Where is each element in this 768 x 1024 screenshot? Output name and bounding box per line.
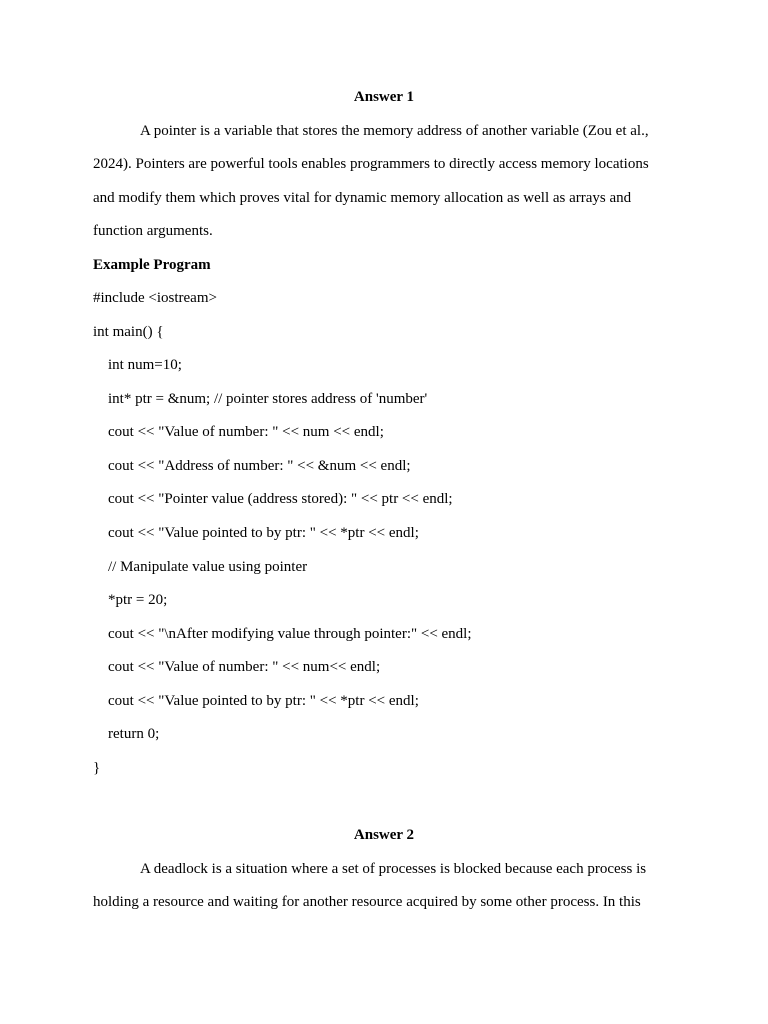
answer-2-paragraph-line: A deadlock is a situation where a set of processes is blocked because each process is bbox=[140, 861, 647, 877]
code-line: int* ptr = &num; // pointer stores address of 'number' bbox=[108, 391, 428, 407]
code-line: int num=10; bbox=[108, 357, 182, 373]
code-comment-line: // Manipulate value using pointer bbox=[108, 559, 308, 575]
answer-1-paragraph-line: 2024). Pointers are powerful tools enables programmers to directly access memory locations bbox=[93, 156, 649, 172]
code-line: cout << "Value pointed to by ptr: " << *ptr << endl; bbox=[108, 693, 419, 709]
code-line: cout << "Value of number: " << num << endl; bbox=[108, 424, 384, 440]
code-line: cout << "Value pointed to by ptr: " << *ptr << endl; bbox=[108, 525, 419, 541]
code-line: *ptr = 20; bbox=[108, 592, 168, 608]
example-program-heading: Example Program bbox=[93, 257, 211, 273]
answer-1-paragraph-line: function arguments. bbox=[93, 223, 213, 239]
answer-2-paragraph-line: holding a resource and waiting for another resource acquired by some other process. In this bbox=[93, 894, 641, 910]
code-line: int main() { bbox=[93, 324, 164, 340]
code-line: cout << "\nAfter modifying value through pointer:" << endl; bbox=[108, 626, 472, 642]
answer-1-paragraph-line: and modify them which proves vital for dynamic memory allocation as well as arrays and bbox=[93, 190, 632, 206]
code-line: return 0; bbox=[108, 726, 160, 742]
answer-1-heading: Answer 1 bbox=[353, 89, 415, 105]
code-line: cout << "Address of number: " << &num << endl; bbox=[108, 458, 411, 474]
code-line: } bbox=[93, 760, 101, 776]
answer-2-heading: Answer 2 bbox=[353, 827, 415, 843]
answer-1-paragraph-line: A pointer is a variable that stores the memory address of another variable (Zou et al., bbox=[140, 123, 649, 139]
code-line: cout << "Pointer value (address stored): " << ptr << endl; bbox=[108, 491, 453, 507]
code-line: cout << "Value of number: " << num<< endl; bbox=[108, 659, 381, 675]
code-line: #include <iostream> bbox=[93, 290, 217, 306]
